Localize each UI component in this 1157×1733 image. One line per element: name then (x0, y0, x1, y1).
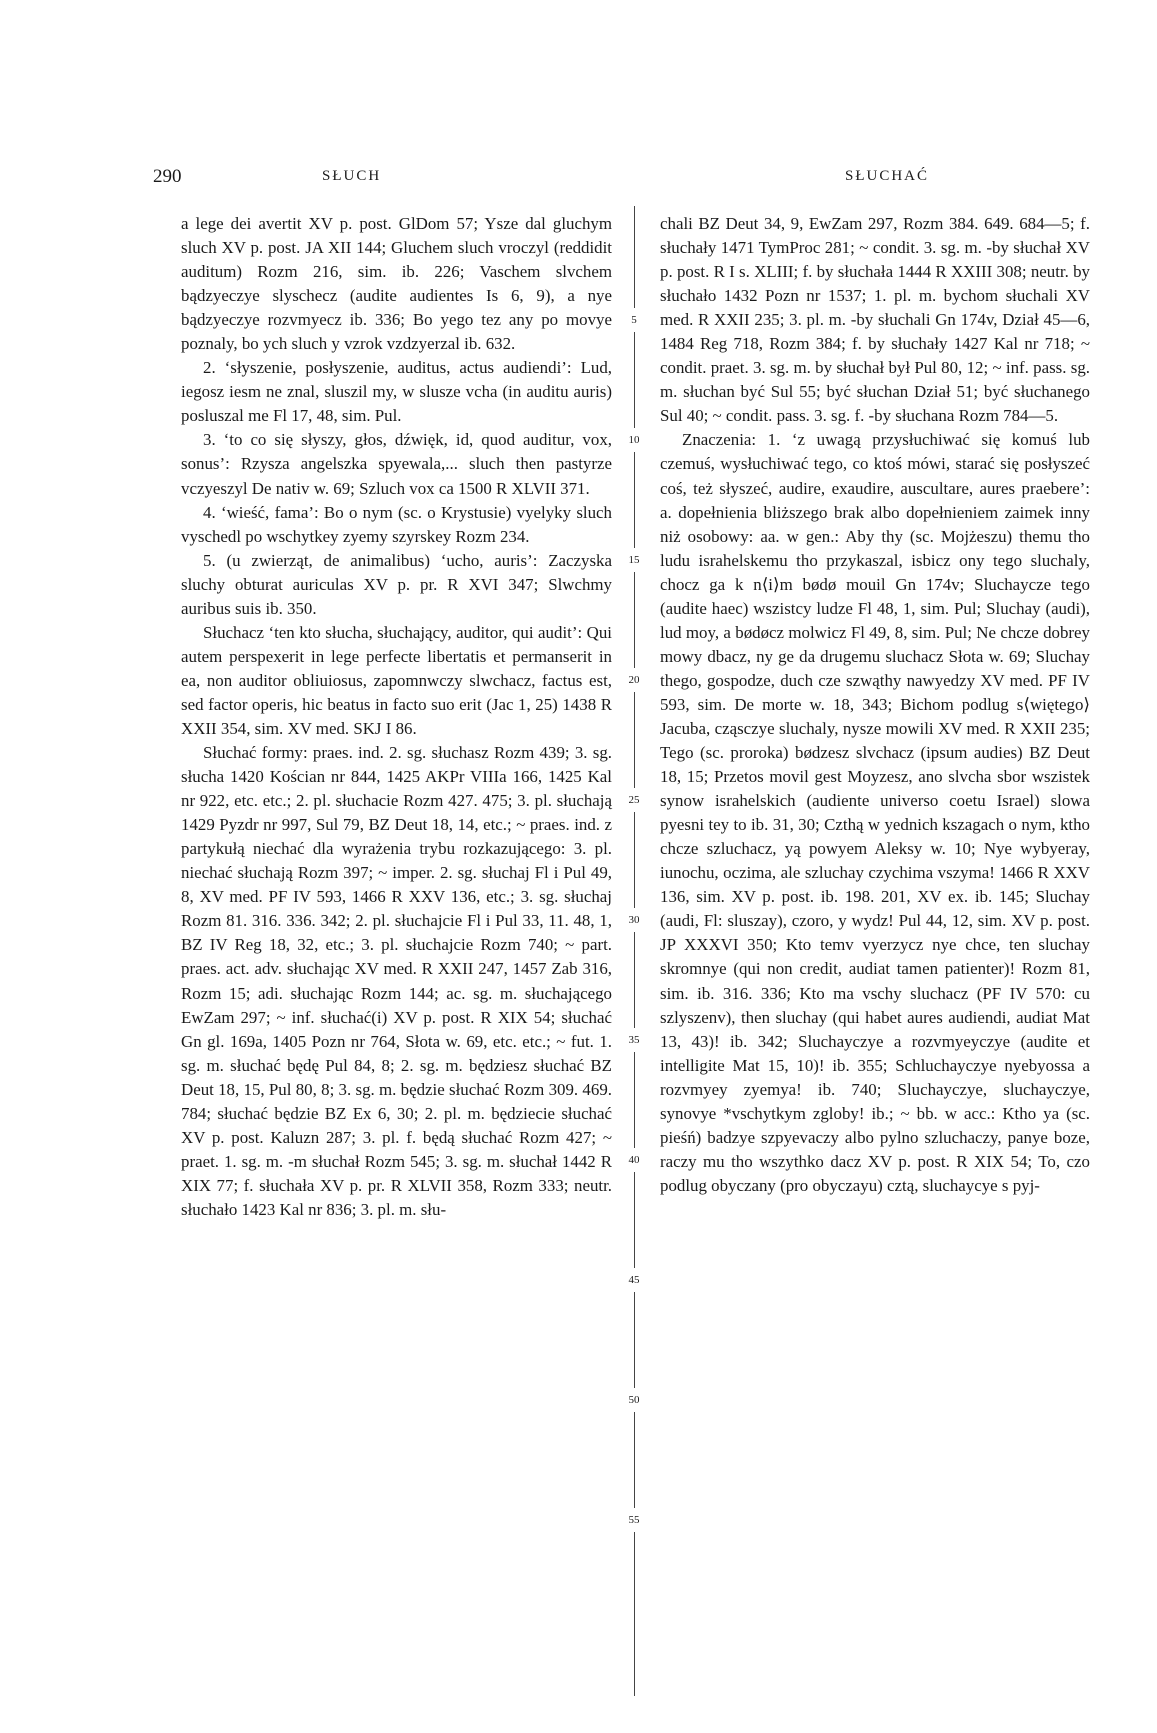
line-number: 5 (614, 308, 654, 332)
entry-paragraph: Znaczenia: 1. ‘z uwagą przysłuchiwać się komuś lub czemuś, wysłuchiwać tego, co ktoś mówi, starać się posłyszeć coś, też słyszeć, audire, exaudire, auscultare, aures praebere’: a. dopełnienia bliższego brak albo dopełnieniem zaimek inny niż osobowy: aa. w gen.: Aby thy (sc. Mojżeszu) themu tho ludu israhelskemu tho przykaszal, isbicz ony tego sluchaly, chocz ga k n⟨i⟩m bødø mouil Gn 174v; Sluchaycze tego (audite haec) wszistcy ludze Fl 48, 1, sim. Pul; Sluchay (audi), lud moy, a bødøcz molwicz Fl 49, 8, sim. Pul; Ne chcze dobrey mowy dbacz, ny ge da drugemu sluchacz Słota w. 69; Sluchay thego, gospodze, duch cze szwąthy nawyedzy XV med. PF IV 593, sim. De morte w. 18, 343; Bichom podlug s⟨więtego⟩ Jacuba, cząsczye sluchaly, nysze mowili XV med. R XXII 235; Tego (sc. proroka) bødzesz slvchacz (ipsum audies) BZ Deut 18, 15; Przetos movil gest Moyzesz, ano slvcha sbor wszistek synow israhelskich (audiente universo coetu Israel) slowa pyesni tey to ib. 31, 30; Czthą w yednich kszagach o nym, ktho chcze szluchacz, yą powyem Aleksy w. 10; Nye wybyeray, iunochu, oczima, ale szluchay czychima vszyma! 1466 R XXV 136, sim. XV p. post. ib. 198. 201, XV ex. ib. 145; Sluchay (audi, Fl: sluszay), czoro, y wydz! Pul 44, 12, sim. XV p. post. JP XXXVI 350; Kto temv vyerzycz nye chce, ten sluchay skromnye (qui non credit, audiat tamen patienter)! Rozm 81, sim. ib. 316. 336; Kto ma vschy sluchacz (PF IV 570: cu szlyszenv), then sluchay (qui habet aures audiendi, audiat Mat 13, 43)! ib. 342; Sluchayczye a rozvmyeyczye (audite et intelligite Mat 15, 10)! ib. 355; Schluchayczye nyebyossa a rozvmyey zyemya! ib. 740; Sluchayczye, sluchayczye, synovye *vschytkym zgloby! ib.; ~ bb. w acc.: Ktho ya (sc. pieśń) badzye szpyevaczy albo pylno szluchaczy, panye boze, raczy mu tho wszythko dacz XV p. post. R XIX 54; To, czo podlug obyczany (pro obyczayu) cztą, sluchaycye s pyj- (660, 430, 1090, 1195)
line-number: 30 (614, 908, 654, 932)
line-number: 15 (614, 548, 654, 572)
entry-paragraph: 4. ‘wieść, fama’: Bo o nym (sc. o Krystusie) vyelyky sluch vyschedl po wschytkey zyemy szyrskey Rozm 234. (181, 502, 612, 546)
entry-paragraph: Słuchać formy: praes. ind. 2. sg. słuchasz Rozm 439; 3. sg. słucha 1420 Kościan nr 844, 1425 AKPr VIIIa 166, 1425 Kal nr 922, etc. etc.; 2. pl. słuchacie Rozm 427. 475; 3. pl. słuchają 1429 Pyzdr nr 997, Sul 79, BZ Deut 18, 14, etc.; ~ praes. ind. z partykułą niechać dla wyrażenia trybu rozkazującego: 3. pl. niechać słuchają Rozm 397; ~ imper. 2. sg. słuchaj Fl i Pul 49, 8, XV med. PF IV 593, 1466 R XXV 136, etc.; 3. sg. słuchaj Rozm 81. 316. 336. 342; 2. pl. słuchajcie Fl i Pul 33, 11. 48, 1, BZ IV Reg 18, 32, etc.; 3. pl. słuchajcie Rozm 740; ~ part. praes. act. adv. słuchając XV med. R XXII 247, 1457 Zab 316, Rozm 15; adi. słuchając Rozm 144; ac. sg. m. słuchającego EwZam 297; ~ inf. słuchać(i) XV p. post. R XIX 54; słuchać Gn gl. 169a, 1405 Pozn nr 764, Słota w. 69, etc. etc.; ~ fut. 1. sg. m. słuchać będę Pul 84, 8; 2. sg. m. będziesz słuchać BZ Deut 18, 15, Pul 80, 8; 3. sg. m. będzie słuchać Rozm 309. 469. 784; słuchać będzie BZ Ex 6, 30; 2. pl. m. będziecie słuchać XV p. post. Kaluzn 287; 3. pl. f. będą słuchać Rozm 427; ~ praet. 1. sg. m. -m słuchał Rozm 545; 3. sg. m. słuchał 1442 R XIX 77; f. słuchała XV p. pr. R XLVII 358, Rozm 333; neutr. słuchało 1423 Kal nr 836; 3. pl. m. słu- (181, 743, 612, 1219)
line-number: 10 (614, 428, 654, 452)
right-column (660, 212, 1090, 1692)
entry-paragraph: 3. ‘to co się słyszy, głos, dźwięk, id, quod auditur, vox, sonus’: Rzysza angelszka spyewala,... sluch then pastyrze vczyeszyl De nativ w. 69; Szluch vox ca 1500 R XLVII 371. (181, 430, 612, 498)
line-number: 55 (614, 1508, 654, 1532)
left-column (181, 212, 612, 1692)
line-number: 50 (614, 1388, 654, 1412)
line-number: 40 (614, 1148, 654, 1172)
line-number: 35 (614, 1028, 654, 1052)
line-numbers (614, 212, 654, 1692)
entry-paragraph: 2. ‘słyszenie, posłyszenie, auditus, actus audiendi’: Lud, iegosz iesm ne znal, sluszil my, w slusze vcha (in auditu auris) posluszal me Fl 17, 48, sim. Pul. (181, 358, 612, 426)
entry-paragraph: a lege dei avertit XV p. post. GlDom 57; Ysze dal gluchym sluch XV p. post. JA XII 144; Gluchem sluch vroczyl (reddidit auditum) Rozm 216, sim. ib. 226; Vaschem slvchem bądzyeczye slyschecz (audite audientes Is 6, 9), a nye bądzyeczye rozvmyecz ib. 336; Bo yego tez any po movye poznaly, bo ych sluch y vzrok vzdzyerzal ib. 632. (181, 214, 612, 354)
line-number: 20 (614, 668, 654, 692)
running-head-left: SŁUCH (322, 168, 382, 184)
running-head-right: SŁUCHAĆ (845, 168, 930, 184)
line-number: 45 (614, 1268, 654, 1292)
entry-paragraph: Słuchacz ‘ten kto słucha, słuchający, auditor, qui audit’: Qui autem perspexerit in lege perfecte libertatis et permanserit in ea, non auditor obliuiosus, zapomnwczy slwchacz, factus est, sed factor operis, hic beatus in facto suo erit (Jac 1, 25) 1438 R XXII 354, sim. XV med. SKJ I 86. (181, 622, 612, 738)
page-number: 290 (153, 166, 182, 187)
entry-paragraph: chali BZ Deut 34, 9, EwZam 297, Rozm 384. 649. 684—5; f. słuchały 1471 TymProc 281; ~ condit. 3. sg. m. -by słuchał XV p. post. R I s. XLIII; f. by słuchała 1444 R XXIII 308; neutr. by słuchało 1432 Pozn nr 1537; 1. pl. m. bychom słuchali XV med. R XXII 235; 3. pl. m. -by słuchali Gn 174v, Dział 45—6, 1484 Reg 718, Rozm 384; f. by słuchały 1427 Kal nr 718; ~ condit. praet. 3. sg. m. by słuchał był Pul 80, 12; ~ inf. pass. sg. m. słuchan być Sul 55; być słuchan Dział 51; być słuchanego Sul 40; ~ condit. pass. 3. sg. f. -by słuchana Rozm 784—5. (660, 214, 1090, 426)
line-number: 25 (614, 788, 654, 812)
entry-paragraph: 5. (u zwierząt, de animalibus) ‘ucho, auris’: Zaczyska sluchy obturat auriculas XV p. pr. R XVI 347; Slwchmy auribus suis ib. 350. (181, 550, 612, 618)
